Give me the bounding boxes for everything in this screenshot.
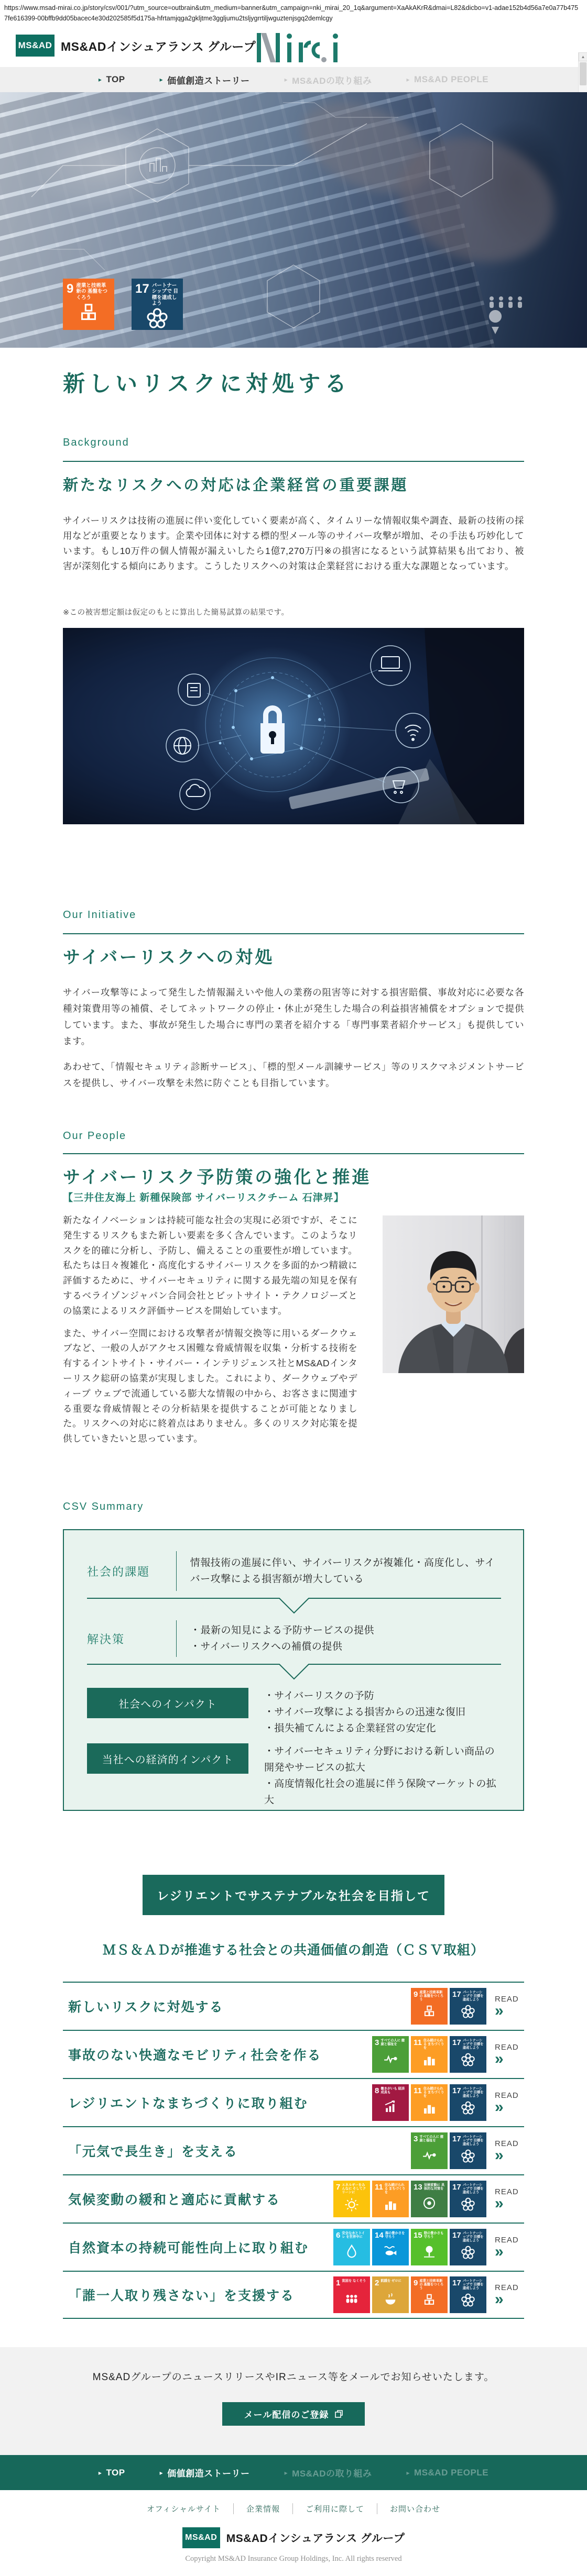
hero-image bbox=[0, 92, 587, 348]
read-link[interactable] bbox=[495, 2236, 524, 2259]
csv-item-label: 自然資本の持続可能性向上に取り組む bbox=[68, 2241, 309, 2256]
csv-item-label: 気候変動の緩和と適応に貢献する bbox=[68, 2193, 281, 2207]
sdg-2-icon: 2 飢餓を ゼロに bbox=[372, 2276, 409, 2313]
sdg-8-icon: 8 働きがいも 経済成長も bbox=[372, 2084, 409, 2121]
chevron-right-icon: ▸ bbox=[284, 76, 288, 83]
read-label: READ bbox=[495, 2043, 519, 2052]
sdg-17-icon: 17 パートナーシップで 目標を達成しよう bbox=[450, 2276, 486, 2313]
footer-logo[interactable] bbox=[0, 2527, 587, 2548]
nav-item--[interactable]: ▸ 価値創造ストーリー bbox=[159, 75, 250, 86]
nav-item-ms-ad-[interactable]: ▸ MS&ADの取り組み bbox=[284, 2469, 372, 2479]
double-chevron-icon: » bbox=[495, 2050, 504, 2068]
chevron-right-icon: ▸ bbox=[159, 2469, 164, 2477]
sdg-11-icon: 11 住み続けられる まちづくりを bbox=[411, 2036, 448, 2073]
msad-logo[interactable] bbox=[16, 35, 256, 57]
people-body-2: また、サイバー空間における攻撃者が情報交換等に用いるダークウェブなど、一般の人がアクセス困難な脅威情報を収集・分析する技術を有するイントサイト・サイバー・インテリジェンス社とMS&ADインターリスク総研の協業が実現しました。これにより、ダークウェブやディープ ウェブで流通している膨大な情報の中から、お客さまに関連する重要な脅威情報とその分析結果を提供することが可能となりました。リスクへの対応に終着点はありません。多くのリスク対応策を提供していきたいと思っています。 bbox=[63, 1328, 357, 1444]
sdg-17-icon: 17 パートナーシップで 目標を達成しよう bbox=[450, 2181, 486, 2217]
people-section-label: Our People bbox=[63, 1130, 127, 1142]
double-chevron-icon: » bbox=[495, 2098, 504, 2116]
csv-item-sdg-icons bbox=[372, 2036, 486, 2073]
background-body: サイバーリスクは技術の進展に伴い変化していく要素が高く、タイムリーな情報収集や調査、最新の技術の採用などが重要となります。企業や団体に対する標的型メール等のサイバー攻撃が増加、その手法も巧妙化しています。もし10万件の個人情報が漏えいしたら1億7,270万円※の損害になるという試算結果も出ており、被害が深刻化する傾向にあります。こうしたリスクへの対策は企業経営における重大な課題となっています。 bbox=[63, 515, 524, 571]
initiative-heading: サイバーリスクへの対処 bbox=[63, 947, 275, 967]
csv-list-item[interactable] bbox=[63, 2078, 524, 2126]
double-chevron-icon: » bbox=[495, 2243, 504, 2260]
csv-list-heading: ＭＳ＆ＡＤが推進する社会との共通価値の創造（ＣＳＶ取組） bbox=[102, 1943, 484, 1958]
divider bbox=[63, 461, 524, 462]
msad-logo-mark: MS&AD bbox=[182, 2527, 220, 2548]
sdg-17-icon: 17 パートナーシップで 目標を達成しよう bbox=[450, 2132, 486, 2169]
read-link[interactable] bbox=[495, 2283, 524, 2306]
double-chevron-icon: » bbox=[495, 2147, 504, 2164]
summary-row bbox=[87, 1618, 500, 1659]
nav-item-top[interactable]: ▸ TOP bbox=[98, 74, 125, 84]
csv-list-item[interactable] bbox=[63, 2126, 524, 2174]
sdg-1-icon: 1 貧困を なくそう bbox=[333, 2276, 370, 2313]
scroll-up-arrow-icon[interactable]: ▲ bbox=[579, 52, 587, 61]
csv-item-label: レジリエントなまちづくりに取り組む bbox=[68, 2096, 308, 2111]
chevron-right-icon: ▸ bbox=[406, 2469, 410, 2477]
chevron-right-icon: ▸ bbox=[159, 76, 164, 83]
sdg-15-icon: 15 陸の豊かさも 守ろう bbox=[411, 2229, 448, 2265]
double-chevron-icon: » bbox=[495, 2195, 504, 2212]
csv-list-item[interactable] bbox=[63, 2030, 524, 2078]
sdg-17-icon: 17 パートナーシップで 目標を達成しよう bbox=[450, 2084, 486, 2121]
sdg-13-icon: 13 気候変動に 具体的な対策を bbox=[411, 2181, 448, 2217]
csv-item-label: 新しいリスクに対処する bbox=[68, 2000, 224, 2015]
initiative-body-2: あわせて、「情報セキュリティ診断サービス」、「標的型メール訓練サービス」等のリスクマネジメントサービスを提供し、サイバー攻撃を未然に防ぐことも目指しています。 bbox=[63, 1062, 524, 1088]
scrollbar[interactable] bbox=[578, 52, 587, 92]
double-chevron-icon: » bbox=[495, 2291, 504, 2308]
csv-item-label: 「誰一人取り残さない」を支援する bbox=[68, 2288, 295, 2303]
summary-row bbox=[87, 1549, 500, 1593]
chevron-down-divider bbox=[87, 1662, 501, 1681]
background-heading: 新たなリスクへの対応は企業経営の重要課題 bbox=[63, 477, 409, 494]
read-link[interactable] bbox=[495, 1995, 524, 2018]
csv-summary-label: CSV Summary bbox=[63, 1501, 144, 1512]
footer-link[interactable]: お問い合わせ bbox=[377, 2503, 453, 2514]
employee-photo bbox=[383, 1215, 524, 1373]
read-link[interactable] bbox=[495, 2187, 524, 2210]
csv-list-item[interactable] bbox=[63, 2223, 524, 2271]
msad-brand-name: MS&ADインシュアランス グループ bbox=[61, 39, 256, 53]
csv-item-sdg-icons bbox=[411, 2132, 486, 2169]
copyright: Copyright MS&AD Insurance Group Holdings, Inc. All rights reserved bbox=[185, 2555, 402, 2563]
chevron-right-icon: ▸ bbox=[406, 76, 410, 83]
read-label: READ bbox=[495, 2091, 519, 2100]
read-label: READ bbox=[495, 1995, 519, 2004]
footer-link[interactable]: ご利用に際して bbox=[292, 2503, 377, 2514]
hero-sdg-icons bbox=[63, 279, 183, 330]
footer-links bbox=[0, 2503, 587, 2514]
nav-item--[interactable]: ▸ 価値創造ストーリー bbox=[159, 2469, 250, 2479]
nav-item-ms-ad-people[interactable]: ▸ MS&AD PEOPLE bbox=[406, 74, 489, 84]
csv-item-sdg-icons bbox=[333, 2276, 486, 2313]
nav-item-ms-ad-[interactable]: ▸ MS&ADの取り組み bbox=[284, 75, 372, 86]
people-heading: サイバーリスク予防策の強化と推進 bbox=[63, 1167, 372, 1187]
summary-row-text: 情報技術の進展に伴い、サイバーリスクが複雑化・高度化し、サイバー攻撃による損害額が増大している bbox=[190, 1557, 495, 1585]
csv-list-item[interactable] bbox=[63, 2174, 524, 2223]
people-subheading: 【三井住友海上 新種保険部 サイバーリスクチーム 石津昇】 bbox=[63, 1192, 344, 1203]
summary-row-title: 解決策 bbox=[87, 1632, 125, 1646]
chevron-down-divider bbox=[87, 1596, 501, 1615]
sdg-3-icon: 3 すべての人に 健康と福祉を bbox=[411, 2132, 448, 2169]
sdg-14-icon: 14 海の豊かさを 守ろう bbox=[372, 2229, 409, 2265]
people-body bbox=[63, 1213, 357, 1454]
mirai-site-logo[interactable] bbox=[246, 30, 351, 65]
read-link[interactable] bbox=[495, 2043, 524, 2066]
csv-list bbox=[63, 1982, 524, 2319]
impact-badge: 社会へのインパクト bbox=[87, 1688, 248, 1718]
chevron-right-icon: ▸ bbox=[98, 76, 102, 83]
impact-bullets: ・サイバーリスクの予防 ・サイバー攻撃による損害からの迅速な復旧 ・損失補てんによる企業経営の安定化 bbox=[264, 1690, 466, 1734]
read-label: READ bbox=[495, 2139, 519, 2148]
printed-url: https://www.msad-mirai.co.jp/story/csv/001/?utm_source=outbrain&utm_medium=banner&utm_campaign=nki_mirai_20_1q&argument=XaAkAKrR&dmai=L82&dicbo=v1-adae152b4d56a7e0a77b4757fe616399-00bffb9dd05bacec4e30d202585f5d175a-hfrtamjqga2gkljtme3ggljumu2tsljygrrtiljwguztenjsgq2demlcgy bbox=[4, 4, 579, 22]
newsletter-section bbox=[0, 2347, 587, 2455]
mirai-logo-icon bbox=[246, 30, 351, 65]
chevron-right-icon: ▸ bbox=[284, 2469, 288, 2477]
initiative-section-label: Our Initiative bbox=[63, 909, 137, 921]
double-chevron-icon: » bbox=[495, 2002, 504, 2019]
sdg-3-icon: 3 すべての人に 健康と福祉を bbox=[372, 2036, 409, 2073]
csv-summary-box bbox=[63, 1529, 524, 1811]
page-title: 新しいリスクに対処する bbox=[63, 371, 351, 396]
sdg-9-icon: 9 産業と技術革新の 基盤をつくろう bbox=[63, 279, 114, 330]
divider bbox=[176, 1620, 177, 1657]
main-nav bbox=[0, 67, 587, 92]
csv-item-label: 事故のない快適なモビリティ社会を作る bbox=[68, 2048, 322, 2063]
impact-row bbox=[87, 1688, 500, 1737]
sdg-17-icon: 17 パートナーシップで 目標を達成しよう bbox=[450, 1988, 486, 2025]
chevron-right-icon: ▸ bbox=[98, 2469, 102, 2477]
sdg-11-icon: 11 住み続けられる まちづくりを bbox=[411, 2084, 448, 2121]
nav-item-top[interactable]: ▸ TOP bbox=[98, 2467, 125, 2478]
scrollbar-thumb[interactable] bbox=[580, 62, 586, 85]
read-link[interactable] bbox=[495, 2091, 524, 2114]
read-label: READ bbox=[495, 2283, 519, 2292]
mail-register-button[interactable] bbox=[222, 2402, 365, 2426]
divider bbox=[176, 1551, 177, 1591]
sdg-7-icon: 7 エネルギーをみんなに そしてクリーンに bbox=[333, 2181, 370, 2217]
csv-list-item[interactable] bbox=[63, 2271, 524, 2319]
csv-item-sdg-icons bbox=[333, 2229, 486, 2265]
newsletter-text: MS&ADグループのニュースリリースやIRニュース等をメールでお知らせいたします。 bbox=[92, 2372, 495, 2383]
background-note: ※この被害想定額は仮定のもとに算出した簡易試算の結果です。 bbox=[63, 609, 289, 617]
csv-item-label: 「元気で長生き」を支える bbox=[68, 2144, 238, 2159]
sdg-6-icon: 6 安全な水とトイレ を世界中に bbox=[333, 2229, 370, 2265]
footer-link[interactable]: オフィシャルサイト bbox=[146, 2505, 221, 2514]
divider bbox=[63, 933, 524, 934]
background-section-label: Background bbox=[63, 437, 129, 448]
initiative-body-1: サイバー攻撃等によって発生した情報漏えいや他人の業務の阻害等に対する損害賠償、事故対応に必要な各種対策費用等の補償、そしてネットワークの停止・休止が発生した場合の利益損害補償をオプションで提供しています。また、事故が発生した場合に専門の業者を紹介する「専門事業者紹介サービス」も提供しています。 bbox=[63, 987, 524, 1046]
read-link[interactable] bbox=[495, 2139, 524, 2162]
csv-item-sdg-icons bbox=[333, 2181, 486, 2217]
impact-row bbox=[87, 1743, 500, 1808]
sdg-17-icon: 17 パートナーシップで 目標を達成しよう bbox=[450, 2036, 486, 2073]
summary-row-text: ・最新の知見による予防サービスの提供 ・サイバーリスクへの補償の提供 bbox=[190, 1625, 375, 1652]
site-header bbox=[0, 29, 587, 67]
mail-register-label: メール配信のご登録 bbox=[244, 2410, 329, 2420]
msad-brand-name: MS&ADインシュアランス グループ bbox=[226, 2533, 405, 2545]
external-link-icon bbox=[335, 2410, 343, 2418]
footer-link[interactable]: 企業情報 bbox=[233, 2503, 292, 2514]
nav-item-ms-ad-people[interactable]: ▸ MS&AD PEOPLE bbox=[406, 2467, 489, 2478]
sdg-11-icon: 11 住み続けられる まちづくりを bbox=[372, 2181, 409, 2217]
read-label: READ bbox=[495, 2187, 519, 2196]
impact-bullets: ・サイバーセキュリティ分野における新しい商品の開発やサービスの拡大 ・高度情報化社会の進展に伴う保険マーケットの拡大 bbox=[264, 1746, 496, 1806]
msad-logo-mark: MS&AD bbox=[16, 35, 55, 57]
csv-item-sdg-icons bbox=[372, 2084, 486, 2121]
people-body-1: 新たなイノベーションは持続可能な社会の実現に必須ですが、そこに発生するリスクもまた新しい要素を多く含んでいます。このようなリスクを的確に分析し、予防し、備えることの重要性が増しています。私たちは日々複雑化・高度化するサイバーリスクを多面的かつ精緻に評価するために、サイバーセキュリティに関する最先端の知見を保有するベライゾンジャパン合同会社とビットサイト・テクノロジーズとの協業によるリスク評価サービスを開始しています。 bbox=[63, 1215, 357, 1316]
sustainable-society-button[interactable]: レジリエントでサステナブルな社会を目指して bbox=[143, 1875, 444, 1915]
summary-row-title: 社会的課題 bbox=[87, 1565, 150, 1578]
read-label: READ bbox=[495, 2236, 519, 2245]
footer-nav bbox=[0, 2455, 587, 2490]
csv-list-item[interactable] bbox=[63, 1982, 524, 2030]
csv-item-sdg-icons bbox=[411, 1988, 486, 2025]
sdg-9-icon: 9 産業と技術革新の 基盤をつくろう bbox=[411, 2276, 448, 2313]
divider bbox=[63, 1153, 524, 1154]
sdg-17-icon: 17 パートナーシップで 目標を達成しよう bbox=[450, 2229, 486, 2265]
sdg-9-icon: 9 産業と技術革新の 基盤をつくろう bbox=[411, 1988, 448, 2025]
impact-badge: 当社への経済的インパクト bbox=[87, 1743, 248, 1774]
cyber-security-image bbox=[63, 628, 524, 824]
sdg-17-icon: 17 パートナーシップで 目標を達成しよう bbox=[132, 279, 183, 330]
